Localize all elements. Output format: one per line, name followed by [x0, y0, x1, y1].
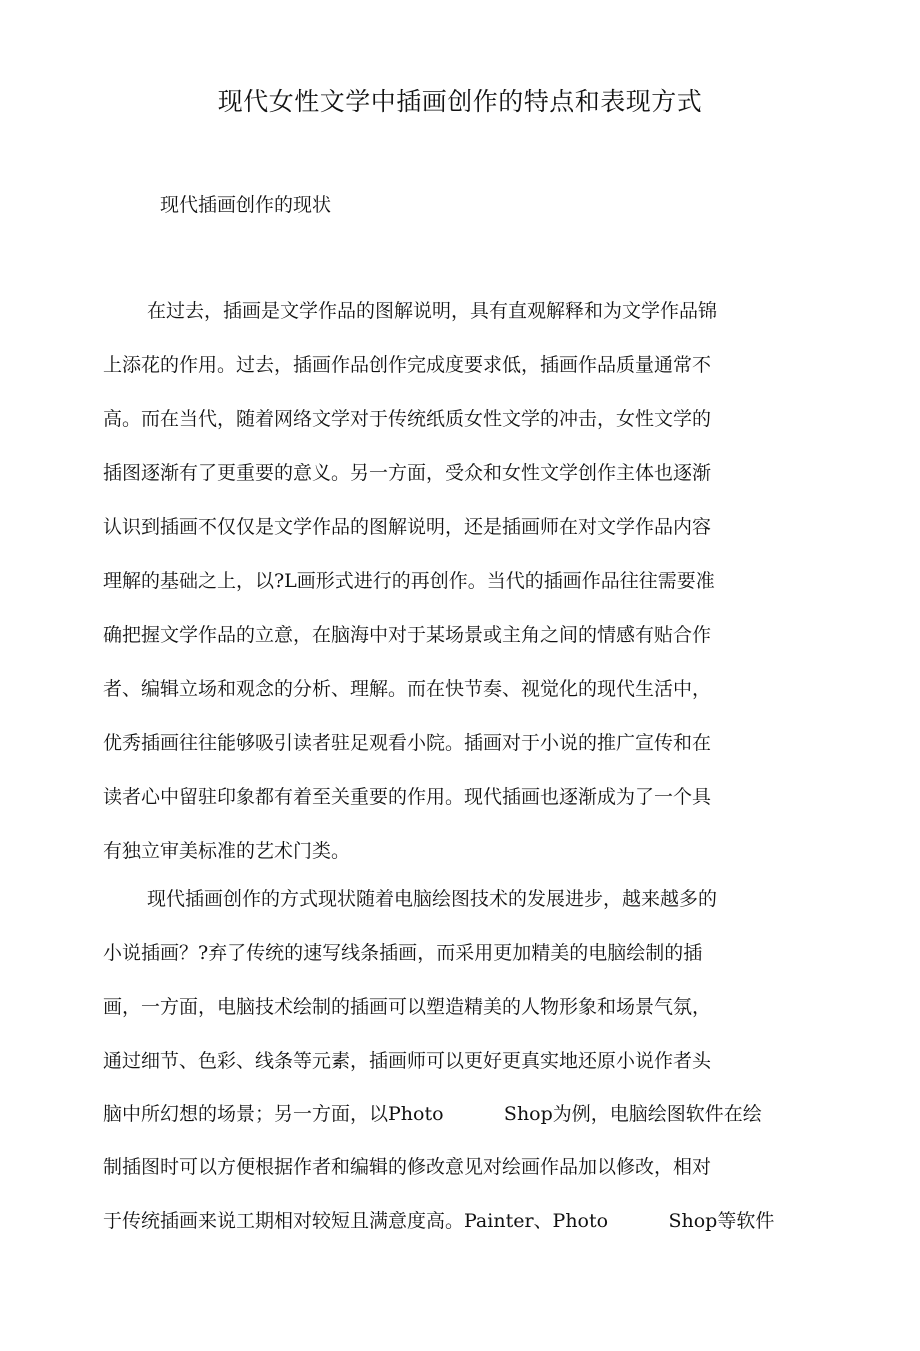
text-line: 在过去，插画是文学作品的图解说明，具有直观解释和为文学作品锦: [147, 300, 718, 322]
text-line: 认识到插画不仅仅是文学作品的图解说明，还是插画师在对文学作品内容: [103, 516, 712, 538]
text-line: 者、编辑立场和观念的分析、理解。而在快节奏、视觉化的现代生活中，: [103, 678, 712, 700]
text-line: 上添花的作用。过去，插画作品创作完成度要求低，插画作品质量通常不: [103, 354, 712, 376]
text-line: 插图逐渐有了更重要的意义。另一方面，受众和女性文学创作主体也逐渐: [103, 462, 712, 484]
text-line: 小说插画？?弃了传统的速写线条插画，而采用更加精美的电脑绘制的插: [103, 942, 703, 964]
text-line: 确把握文学作品的立意，在脑海中对于某场景或主角之间的情感有贴合作: [103, 624, 712, 646]
section-heading: 现代插画创作的现状: [160, 194, 332, 216]
text-line: 现代插画创作的方式现状随着电脑绘图技术的发展进步，越来越多的: [147, 888, 718, 910]
document-title: 现代女性文学中插画创作的特点和表现方式: [217, 87, 703, 116]
text-line: 画，一方面，电脑技术绘制的插画可以塑造精美的人物形象和场景气氛，: [103, 996, 712, 1018]
text-line: 制插图时可以方便根据作者和编辑的修改意见对绘画作品加以修改，相对: [103, 1156, 712, 1178]
text-line: 理解的基础之上，以?L画形式进行的再创作。当代的插画作品往往需要准: [103, 570, 715, 592]
text-line: 优秀插画往往能够吸引读者驻足观看小院。插画对于小说的推广宣传和在: [103, 732, 712, 754]
text-line: 通过细节、色彩、线条等元素，插画师可以更好更真实地还原小说作者头: [103, 1050, 712, 1072]
text-line: 高。而在当代，随着网络文学对于传统纸质女性文学的冲击，女性文学的: [103, 408, 712, 430]
text-line: 读者心中留驻印象都有着至关重要的作用。现代插画也逐渐成为了一个具: [103, 786, 712, 808]
text-line: 有独立审美标准的艺术门类。: [103, 840, 351, 862]
text-line: 脑中所幻想的场景；另一方面，以Photo Shop为例，电脑绘图软件在绘: [103, 1103, 762, 1125]
text-line: 于传统插画来说工期相对较短且满意度高。Painter、Photo Shop等软件: [103, 1210, 775, 1232]
